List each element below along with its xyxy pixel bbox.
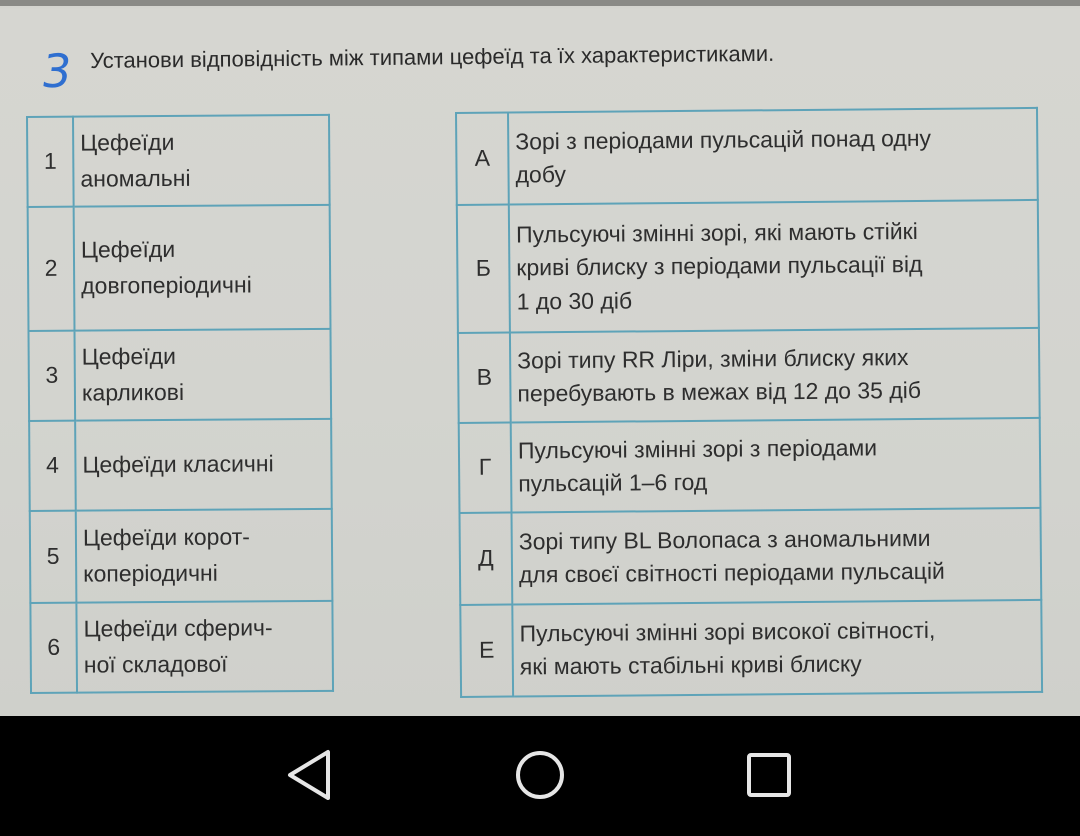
type-number: 2 bbox=[28, 207, 75, 331]
characteristic-letter: Д bbox=[459, 513, 512, 605]
type-name-line: ної складової bbox=[83, 650, 228, 678]
characteristic-row bbox=[459, 418, 1041, 513]
characteristic-row bbox=[458, 328, 1040, 423]
characteristic-text-line: Пульсуючі змінні зорі високої світності, bbox=[519, 616, 936, 647]
android-navigation-bar bbox=[0, 716, 1080, 836]
type-name bbox=[75, 419, 332, 511]
characteristic-row bbox=[457, 200, 1039, 333]
characteristic-text-line: Пульсуючі змінні зорі з періодами bbox=[517, 433, 878, 464]
characteristic-text-line: для своєї світності періодами пульсацій bbox=[518, 557, 945, 588]
type-number: 6 bbox=[30, 603, 77, 693]
type-name bbox=[76, 509, 333, 603]
characteristic-text bbox=[511, 418, 1041, 513]
task-number: 3 bbox=[38, 44, 76, 98]
characteristic-text-line: Зорі типу RR Ліри, зміни блиску яких bbox=[517, 343, 909, 374]
type-name bbox=[76, 601, 333, 693]
type-name-line: Цефеїди сферич- bbox=[83, 614, 273, 642]
characteristic-text bbox=[511, 508, 1041, 605]
type-name-line: карликові bbox=[81, 378, 185, 406]
type-number: 4 bbox=[29, 421, 76, 511]
characteristic-text-line: Зорі з періодами пульсацій понад одну bbox=[515, 124, 932, 155]
characteristic-row bbox=[456, 108, 1038, 205]
type-name bbox=[73, 115, 330, 207]
type-name-line: аномальні bbox=[80, 164, 191, 192]
type-name bbox=[74, 329, 331, 421]
recents-square-icon bbox=[744, 750, 794, 800]
type-number: 5 bbox=[30, 511, 77, 603]
type-row bbox=[27, 115, 330, 207]
type-row bbox=[28, 205, 331, 331]
type-row bbox=[30, 601, 333, 693]
characteristic-letter: Г bbox=[459, 423, 512, 513]
characteristic-letter: А bbox=[456, 113, 509, 205]
characteristic-text bbox=[512, 600, 1042, 697]
home-button[interactable] bbox=[505, 740, 575, 810]
home-circle-icon bbox=[513, 748, 567, 802]
type-number: 1 bbox=[27, 117, 74, 207]
characteristic-text-line: 1 до 30 діб bbox=[516, 287, 633, 315]
back-triangle-icon bbox=[284, 747, 334, 803]
back-button[interactable] bbox=[274, 740, 344, 810]
characteristic-row bbox=[460, 600, 1042, 697]
characteristic-text-line: перебувають в межах від 12 до 35 діб bbox=[517, 376, 922, 407]
cepheid-types-table bbox=[26, 114, 334, 694]
recents-button[interactable] bbox=[734, 740, 804, 810]
type-number: 3 bbox=[29, 331, 76, 421]
characteristic-text-line: криві блиску з періодами пульсації від bbox=[516, 251, 923, 281]
characteristic-text bbox=[510, 328, 1040, 423]
characteristic-text-line: які мають стабільні криві блиску bbox=[519, 650, 862, 680]
type-row bbox=[29, 419, 332, 511]
characteristic-text-line: пульсацій 1–6 год bbox=[518, 468, 708, 497]
characteristic-text-line: Пульсуючі змінні зорі, які мають стійкі bbox=[515, 217, 918, 248]
type-name-line: Цефеїди bbox=[80, 236, 176, 263]
type-row bbox=[29, 329, 332, 421]
task-title: Установи відповідність між типами цефеїд та їх характеристиками. bbox=[90, 40, 775, 73]
type-name-line: довгоперіодичні bbox=[81, 271, 252, 299]
characteristic-text bbox=[509, 200, 1039, 333]
type-name-line: Цефеїди bbox=[81, 343, 176, 370]
type-name-line: Цефеїди bbox=[80, 129, 175, 156]
characteristic-row bbox=[459, 508, 1041, 605]
characteristic-letter: Б bbox=[457, 205, 510, 333]
type-row bbox=[30, 509, 333, 603]
type-name bbox=[74, 205, 331, 331]
characteristic-letter: Е bbox=[460, 605, 513, 697]
characteristic-text bbox=[508, 108, 1038, 205]
characteristic-text-line: добу bbox=[515, 161, 567, 188]
characteristics-table bbox=[455, 107, 1043, 698]
type-name-line: Цефеїди корот- bbox=[82, 523, 250, 551]
characteristic-letter: В bbox=[458, 333, 511, 423]
type-name-line: Цефеїди класичні bbox=[82, 450, 274, 478]
characteristic-text-line: Зорі типу BL Волопаса з аномальними bbox=[518, 524, 931, 555]
type-name-line: коперіодичні bbox=[83, 559, 218, 587]
